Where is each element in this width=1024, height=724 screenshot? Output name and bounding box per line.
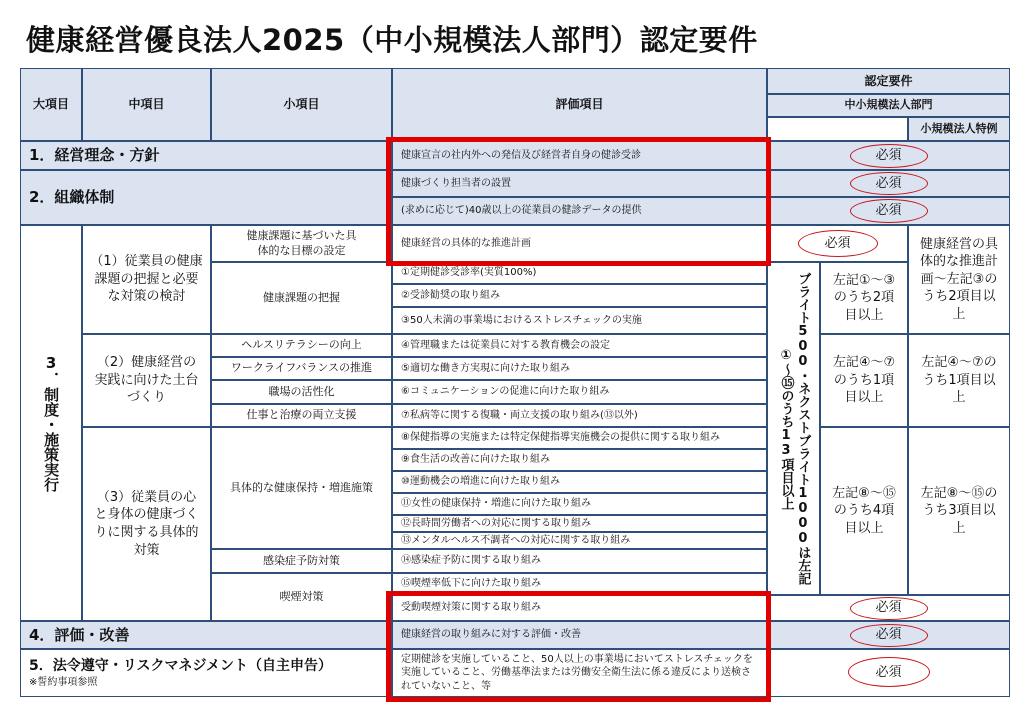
category-5 (20, 649, 392, 697)
category-5-label: 5．法令遵守・リスクマネジメント（自主申告） (29, 657, 333, 674)
small-item: 具体的な健康保持・増進施策 (211, 427, 392, 549)
eval-item: ⑧保健指導の実施または特定保健指導実施機会の提供に関する取り組み (392, 427, 767, 449)
category-2: 2．組織体制 (20, 170, 392, 225)
eval-item: ⑨食生活の改善に向けた取り組み (392, 449, 767, 471)
header-req-special: 小規模法人特例 (908, 117, 1010, 141)
header-middle: 中項目 (82, 68, 211, 141)
eval-item: 健康宣言の社内外への発信及び経営者自身の健診受診 (392, 141, 767, 170)
eval-item: ⑤適切な働き方実現に向けた取り組み (392, 357, 767, 380)
hissu-label: 必須 (875, 665, 902, 681)
eval-item: ②受診勧奨の取り組み (392, 284, 767, 307)
eval-item: ⑫長時間労働者への対応に関する取り組み (392, 515, 767, 532)
header-small: 小項目 (211, 68, 392, 141)
eval-item: ⑦私病等に関する復職・両立支援の取り組み(⑬以外) (392, 404, 767, 427)
bright-label: ブライト500・ネクストブライト1000は左記①〜⑮のうち13項目以上 (778, 272, 811, 585)
hissu-label: 必須 (875, 147, 902, 163)
eval-item: ⑥コミュニケーションの促進に向けた取り組み (392, 380, 767, 404)
eval-item: (求めに応じて)40歳以上の従業員の健診データの提供 (392, 197, 767, 225)
req-c: 左記⑧〜⑮のうち4項目以上 (820, 427, 908, 595)
mid-item-2: （2）健康経営の実践に向けた土台づくり (82, 334, 211, 427)
category-4: 4．評価・改善 (20, 621, 392, 649)
req-b: 左記④〜⑦のうち1項目以上 (820, 334, 908, 427)
eval-item: 健康経営の取り組みに対する評価・改善 (392, 621, 767, 649)
hissu-oval (850, 597, 928, 620)
small-item: 健康課題の把握 (211, 262, 392, 334)
bright-requirement (767, 262, 820, 595)
small-item: ヘルスリテラシーの向上 (211, 334, 392, 357)
page-title: 健康経営優良法人2025（中小規模法人部門）認定要件 (26, 23, 758, 57)
hissu-oval (850, 172, 928, 195)
hissu-label: 必須 (875, 600, 902, 616)
hissu-label: 必須 (875, 175, 902, 191)
eval-item: ⑭感染症予防に関する取り組み (392, 549, 767, 573)
mid-item-1: （1）従業員の健康課題の把握と必要な対策の検討 (82, 225, 211, 334)
category-5-note: ※誓約事項参照 (29, 676, 98, 688)
hissu-oval (848, 657, 930, 687)
header-eval: 評価項目 (392, 68, 767, 141)
eval-item: ③50人未満の事業場におけるストレスチェックの実施 (392, 307, 767, 334)
highlight-box-top (386, 137, 771, 266)
hissu-label: 必須 (875, 627, 902, 643)
special-a: 健康経営の具体的な推進計画〜左記③のうち2項目以上 (908, 225, 1010, 334)
header-blank (767, 117, 908, 141)
category-1: 1．経営理念・方針 (20, 141, 392, 170)
mid-item-3: （3）従業員の心と身体の健康づくりに関する具体的対策 (82, 427, 211, 621)
eval-item: ⑪女性の健康保持・増進に向けた取り組み (392, 493, 767, 515)
small-item: 感染症予防対策 (211, 549, 392, 573)
highlight-box-bottom (386, 591, 771, 702)
special-b: 左記④〜⑦のうち1項目以上 (908, 334, 1010, 427)
eval-item: 定期健診を実施していること、50人以上の事業場においてストレスチェックを実施していること、労働基準法または労働安全衛生法に係る違反により送検されていないこと、等 (392, 649, 767, 697)
header-req: 認定要件 (767, 68, 1010, 94)
hissu-oval (850, 199, 928, 223)
eval-item: 健康づくり担当者の設置 (392, 170, 767, 197)
eval-item: 受動喫煙対策に関する取り組み (392, 595, 767, 621)
eval-item: ①定期健診受診率(実質100%) (392, 262, 767, 284)
hissu-label: 必須 (824, 235, 851, 251)
category-3-label: 3．制度・施策実行 (42, 354, 61, 492)
hissu-oval (850, 624, 928, 647)
hissu-oval (798, 230, 878, 257)
hissu-oval (850, 144, 928, 168)
eval-item: ⑮喫煙率低下に向けた取り組み (392, 573, 767, 595)
eval-item: ④管理職または従業員に対する教育機会の設定 (392, 334, 767, 357)
small-item: ワークライフバランスの推進 (211, 357, 392, 380)
category-3 (20, 225, 82, 621)
eval-item: 健康経営の具体的な推進計画 (392, 225, 767, 262)
header-large: 大項目 (20, 68, 82, 141)
header-req-sub: 中小規模法人部門 (767, 94, 1010, 117)
special-c: 左記⑧〜⑮のうち3項目以上 (908, 427, 1010, 595)
small-item: 健康課題に基づいた具体的な目標の設定 (211, 225, 392, 262)
eval-item: ⑬メンタルヘルス不調者への対応に関する取り組み (392, 532, 767, 549)
eval-item: ⑩運動機会の増進に向けた取り組み (392, 471, 767, 493)
small-item: 仕事と治療の両立支援 (211, 404, 392, 427)
hissu-label: 必須 (875, 203, 902, 219)
req-a: 左記①〜③のうち2項目以上 (820, 262, 908, 334)
small-item: 喫煙対策 (211, 573, 392, 621)
small-item: 職場の活性化 (211, 380, 392, 404)
